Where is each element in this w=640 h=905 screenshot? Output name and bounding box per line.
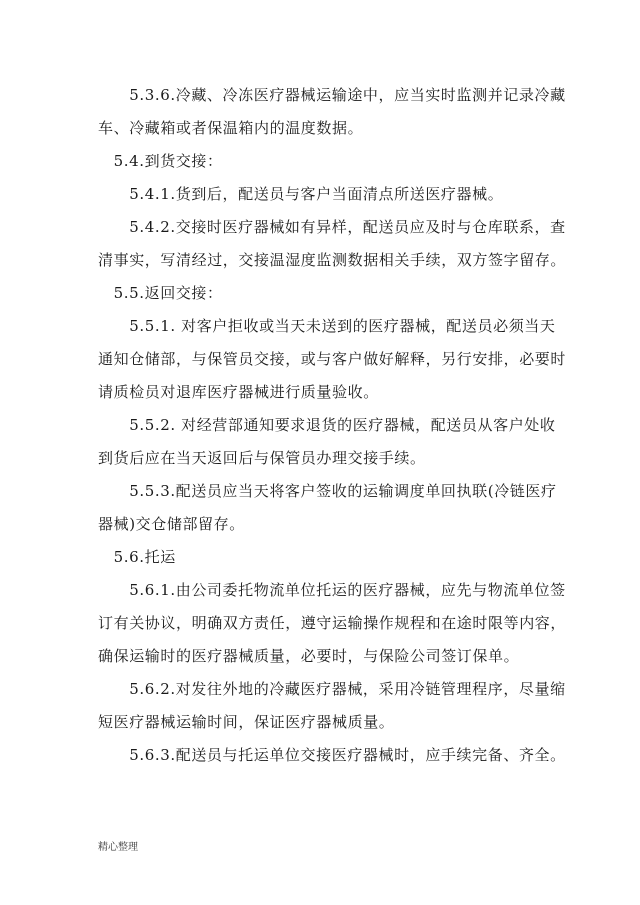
text-line: 5.6.托运 <box>98 548 176 566</box>
text-line: 5.6.1.由公司委托物流单位托运的医疗器械，应先与物流单位签 <box>98 581 566 599</box>
text-line: 请质检员对退库医疗器械进行质量验收。 <box>98 383 379 401</box>
paragraph-5-6-2 <box>98 673 566 739</box>
paragraph-5-5-2 <box>98 409 556 475</box>
paragraph-5-4-1 <box>98 178 548 211</box>
paragraph-5-4-2 <box>98 211 567 277</box>
paragraph-5-5-3 <box>98 475 557 541</box>
text-line: 5.5.3.配送员应当天将客户签收的运输调度单回执联(冷链医疗 <box>98 482 557 500</box>
paragraph-5-6-1 <box>98 574 567 673</box>
paragraph-5-6-3 <box>98 739 566 772</box>
text-line: 到货后应在当天返回后与保管员办理交接手续。 <box>98 449 426 467</box>
text-line: 5.3.6.冷藏、冷冻医疗器械运输途中，应当实时监测并记录冷藏 <box>98 86 566 104</box>
text-line: 清事实，写清经过，交接温湿度监测数据相关手续，双方签字留存。 <box>98 251 567 269</box>
text-line: 5.4.1.货到后，配送员与客户当面清点所送医疗器械。 <box>98 185 504 203</box>
text-line: 5.5.1. 对客户拒收或当天未送到的医疗器械，配送员必须当天 <box>98 317 556 335</box>
text-line: 车、冷藏箱或者保温箱内的温度数据。 <box>98 119 364 137</box>
heading-5-4 <box>98 145 548 178</box>
text-line: 确保运输时的医疗器械质量，必要时，与保险公司签订保单。 <box>98 647 520 665</box>
text-line: 通知仓储部，与保管员交接，或与客户做好解释，另行安排，必要时 <box>98 350 567 368</box>
text-line: 5.4.到货交接： <box>98 152 223 170</box>
text-line: 5.4.2.交接时医疗器械如有异样，配送员应及时与仓库联系，查 <box>98 218 566 236</box>
page-footer: 精心整理 <box>98 842 138 853</box>
text-line: 5.6.2.对发往外地的冷藏医疗器械，采用冷链管理程序，尽量缩 <box>98 680 566 698</box>
heading-5-5 <box>98 277 548 310</box>
text-line: 5.6.3.配送员与托运单位交接医疗器械时，应手续完备、齐全。 <box>98 746 566 764</box>
paragraph-5-3-6 <box>98 79 566 145</box>
heading-5-6 <box>98 541 548 574</box>
paragraph-5-5-1 <box>98 310 567 409</box>
text-line: 5.5.返回交接： <box>98 284 223 302</box>
text-line: 5.5.2. 对经营部通知要求退货的医疗器械，配送员从客户处收 <box>98 416 556 434</box>
text-line: 短医疗器械运输时间，保证医疗器械质量。 <box>98 713 395 731</box>
text-line: 器械)交仓储部留存。 <box>98 515 245 533</box>
text-line: 订有关协议，明确双方责任，遵守运输操作规程和在途时限等内容， <box>98 614 567 632</box>
